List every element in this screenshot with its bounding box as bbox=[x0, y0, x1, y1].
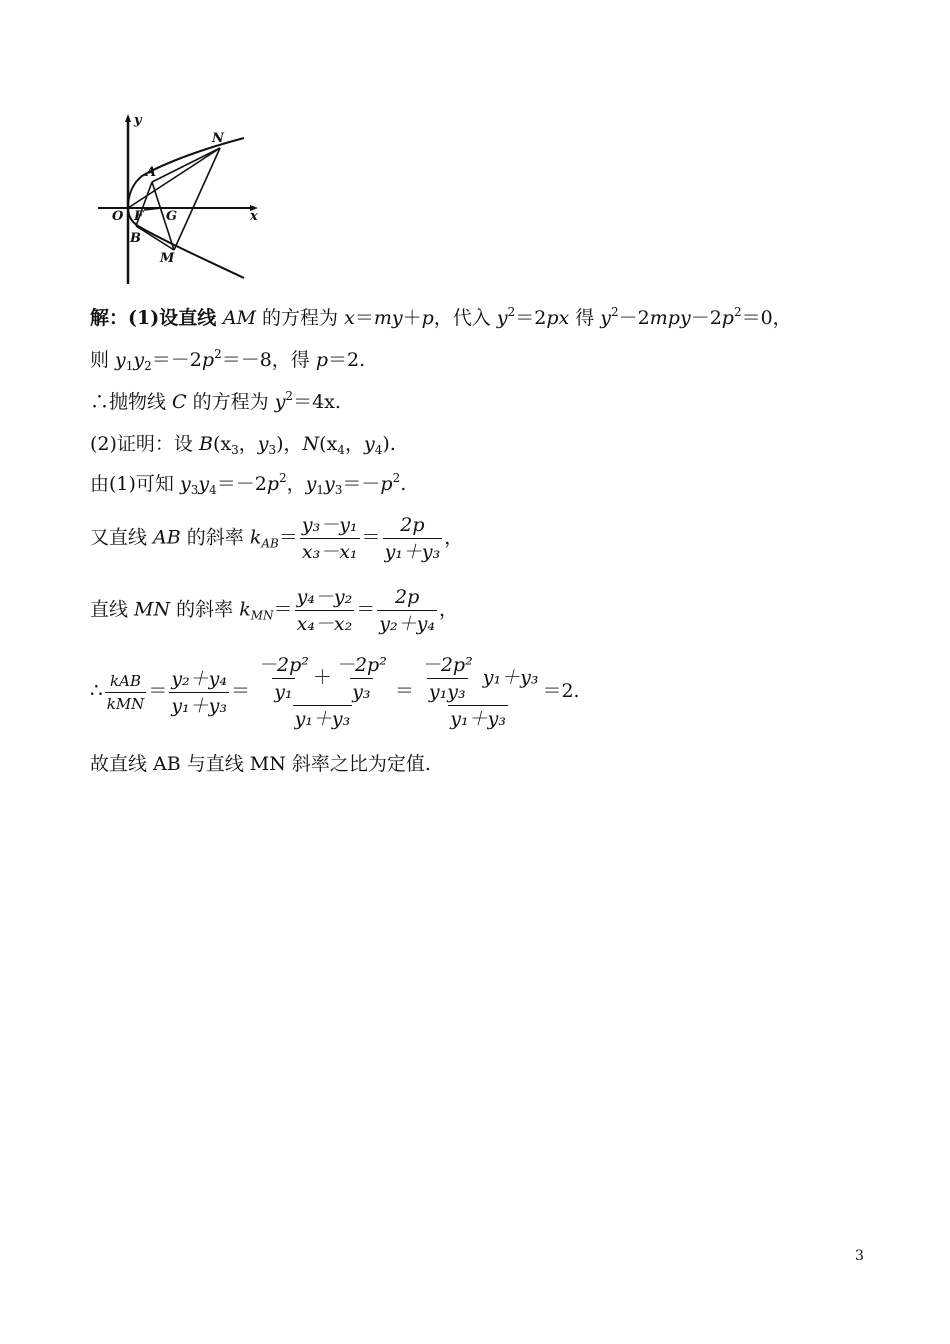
y-axis-arrow bbox=[125, 114, 131, 122]
parabola-diagram bbox=[96, 112, 266, 290]
solution-line-2: 则 $y_1y_2=-2p^2=-8$，得 p＝2. bbox=[90, 347, 366, 373]
label-B: B bbox=[130, 231, 141, 246]
solution-line-1: 解：(1)设直线 AM 的方程为 x＝my＋p，代入 $y^2=2px$ 得 $y^2-2mpy-2p^2=0$， bbox=[90, 305, 792, 329]
compound-fraction: $\frac{\text{－2p²}}{\text{y₁}}$ ＋ $\frac{\text{－2p²}}{\text{y₃}}$ y₁＋y₃ bbox=[258, 654, 387, 730]
solution-line-3: ∴抛物线 C 的方程为 $y^2=4x$. bbox=[90, 389, 341, 413]
label-N: N bbox=[212, 131, 224, 146]
parabola-figure bbox=[96, 112, 266, 290]
label-A: A bbox=[146, 165, 157, 180]
label-O: O bbox=[112, 209, 124, 224]
solution-line-9: 故直线 AB 与直线 MN 斜率之比为定值. bbox=[90, 753, 431, 775]
solution-line-7: 直线 MN 的斜率 $k_{MN}=$ $\frac{\text{y₄－y₂}}{\text{x₄－x₂}}$ ＝ $\frac{2p}{\text{y₂＋y₄}}$ ， bbox=[90, 586, 458, 635]
fraction: $\frac{2p}{\text{y₁＋y₃}}$ bbox=[384, 514, 441, 563]
solution-line-5: 由(1)可知 $y_3y_4=-2p^2$，$y_1y_3=-p^2$. bbox=[90, 471, 407, 497]
label-G: G bbox=[166, 209, 178, 224]
fraction: $\frac{\text{－2p²}}{\text{y₁}}$ bbox=[258, 654, 309, 703]
solution-line-6: 又直线 AB 的斜率 $k_{AB}=$ $\frac{\text{y₃－y₁}}{\text{x₃－x₁}}$ ＝ $\frac{2p}{\text{y₁＋y₃}}$ ， bbox=[90, 514, 464, 563]
label-F: F bbox=[134, 209, 144, 224]
page-number: 3 bbox=[855, 1248, 864, 1264]
fraction: $\frac{\text{y₄－y₂}}{\text{x₄－x₂}}$ bbox=[296, 586, 353, 635]
compound-fraction: $\frac{\text{－2p²}}{\text{y₁y₃}}$ y₁＋y₃ y₁＋y₃ bbox=[421, 654, 539, 730]
label-y: y bbox=[134, 113, 142, 128]
fraction: $\frac{\text{－2p²}}{\text{y₃}}$ bbox=[335, 654, 387, 703]
fraction: $\frac{\text{－2p²}}{\text{y₁y₃}}$ bbox=[421, 654, 473, 703]
solution-line-4: (2)证明：设 $B(x_3$，$y_3$)，$N(x_4$，$y_4$). bbox=[90, 433, 396, 457]
label-M: M bbox=[160, 251, 175, 266]
line-BM bbox=[136, 226, 174, 250]
label-x: x bbox=[250, 209, 258, 224]
fraction: $\frac{\text{kAB}}{\text{kMN}}$ bbox=[106, 671, 145, 713]
fraction: $\frac{\text{y₂＋y₄}}{\text{y₁＋y₃}}$ bbox=[171, 667, 228, 717]
solution-line-8: ∴ $\frac{\text{kAB}}{\text{kMN}}$ ＝ $\frac{\text{y₂＋y₄}}{\text{y₁＋y₃}}$ ＝ $\frac{\text{－2p²}}{\text{y₁}}$ ＋ $\frac{\text{－2p²}}{\text{y₃}}$ y₁＋y₃ ＝ $\frac{\text{－2p²}}{\text{y₁y₃}}$ y₁＋y₃ y₁＋y₃ ＝2. bbox=[90, 654, 580, 730]
fraction: $\frac{\text{y₃－y₁}}{\text{x₃－x₁}}$ bbox=[301, 514, 358, 563]
fraction: $\frac{2p}{\text{y₂＋y₄}}$ bbox=[379, 586, 435, 635]
